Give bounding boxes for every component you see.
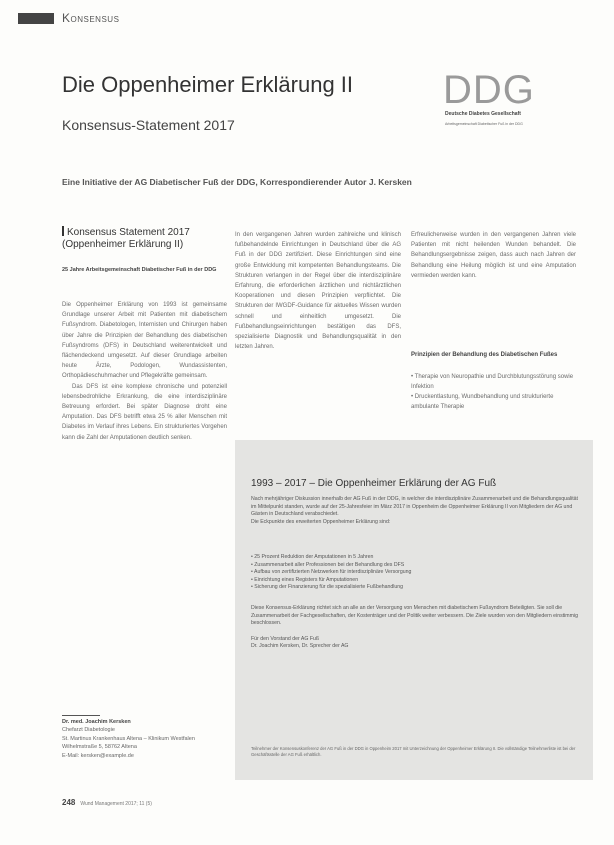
info-box-list-heading: Die Eckpunkte des erweiterten Oppenheimer Erklärung sind: — [251, 518, 391, 525]
col1-paragraph: Die Oppenheimer Erklärung von 1993 ist gemeinsame Grundlage unserer Arbeit mit Patienten mit diabetischem Fußsyndrom. Diabetologen, Internisten und Chirurgen haben über Jahre die Prinzipien der Behandlung des diabetischen Fußsyndroms (DFS) in Deutschland weiterentwickelt und flächendeckend umgesetzt. Auf dieser Grundlage arbeiten heute Ärzte, Podologen, Wundassistenten, Orthopädieschuhmacher und Pflegekräfte gemeinsam. — [62, 302, 227, 380]
page-subtitle: Konsensus-Statement 2017 — [62, 117, 235, 133]
section-label: Konsensus — [62, 11, 120, 25]
journal-ref: Wund Management 2017; 11 (5) — [80, 801, 152, 807]
list-item: • Druckentlastung, Wundbehandlung und strukturierte ambulante Therapie — [411, 392, 576, 412]
section-marker — [18, 13, 54, 24]
author-street: Wilhelmstraße 5, 58762 Altena — [62, 744, 137, 751]
info-box-title: 1993 – 2017 – Die Oppenheimer Erklärung der AG Fuß — [251, 478, 497, 489]
principles-list — [411, 372, 576, 412]
ddg-logo: DDG — [443, 68, 535, 112]
author-divider — [62, 715, 100, 716]
col2-paragraph: In den vergangenen Jahren wurden zahlreiche und klinisch fußbehandelnde Einrichtungen in Deutschland über die AG Fuß in der DDG zertifiziert. Diese Einrichtungen sind eine große Entwicklung mit kompetenten Behandlungsteams. Die Strukturen verlangen in der Regel über die interdisziplinäre Erfahrung, die erforderlichen ärztlichen und nichtärztlichen Kooperationen und diesen Prinzipien verpflichtet. Die Strukturen der IWGDF-Guidance für aktuelles Wissen wurden schnell und einheitlich umgesetzt. Die Fußbehandlungseinrichtungen bestätigen das DFS, spezialisierte Diagnostik und Behandlungsqualität in den letzten Jahren. — [235, 232, 401, 351]
author-email: E-Mail: kersken@example.de — [62, 752, 134, 759]
statement-heading-text: Konsensus Statement 2017 (Oppenheimer Erklärung II) — [62, 227, 190, 250]
info-box-signed: Für den Vorstand der AG Fuß — [251, 635, 320, 642]
heading-bar — [62, 226, 64, 236]
col3-paragraph: Erfreulicherweise wurden in den vergangenen Jahren viele Patienten mit nicht heilenden Wunden behandelt. Die Behandlungsergebnisse zeigen, dass auch nach Jahren der Behandlung eine Heilung möglich ist und eine Amputation vermieden werden kann. — [411, 232, 576, 279]
info-box-list — [251, 554, 579, 592]
column-3 — [411, 230, 576, 281]
list-item: • Sicherung der Finanzierung für die spezialisierte Fußbehandlung — [251, 584, 579, 592]
list-item: • Einrichtung eines Registers für Amputationen — [251, 577, 579, 585]
author-role: Chefarzt Diabetologie — [62, 727, 115, 734]
page-title: Die Oppenheimer Erklärung II — [62, 72, 354, 97]
col1-paragraph: Das DFS ist eine komplexe chronische und potenziell lebensbedrohliche Erkrankung, die eine interdisziplinäre Betreuung erfordert. Bei später Diagnose droht eine Amputation. Das DFS betrifft etwa 25 % aller Menschen mit Diabetes im Verlauf ihres Lebens. Ein strukturiertes Vorgehen kann die Zahl der Amputationen deutlich senken. — [62, 383, 227, 441]
statement-heading — [62, 226, 232, 251]
page-number: 248 — [62, 798, 76, 807]
column-2 — [235, 230, 401, 352]
info-box-intro-text: Nach mehrjähriger Diskussion innerhalb der AG Fuß in der DDG, in welcher die interdisziplinäre Zusammenarbeit und die Behandlungsqualität im Mittelpunkt standen, wurde auf der 25-Jahresfeier im März 2017 in Oppenheim die Oppenheimer Erklärung II von Mitgliedern der AG und Gästen in Deutschland verabschiedet. — [251, 496, 578, 518]
list-item: • Therapie von Neuropathie und Durchblutungsstörung sowie Infektion — [411, 372, 576, 392]
author-name: Dr. med. Joachim Kersken — [62, 719, 131, 725]
info-box-footnote: Teilnehmer der Konsensuskonferenz der AG Fuß in der DDG in Oppenheim 2017 mit Unterzeichnung der Oppenheimer Erklärung II. Die vollständige Teilnehmerliste ist bei der Geschäftsstelle der AG Fuß erhältlich. — [251, 746, 576, 757]
author-block — [62, 718, 232, 760]
list-item: • Zusammenarbeit aller Professionen bei der Behandlung des DFS — [251, 562, 579, 570]
initiative-line: Eine Initiative der AG Diabetischer Fuß der DDG, Korrespondierender Autor J. Kersken — [62, 177, 412, 187]
info-box-signers: Dr. Joachim Kersken, Dr. Sprecher der AG — [251, 643, 349, 650]
page-footer — [62, 798, 152, 807]
ag-heading: 25 Jahre Arbeitsgemeinschaft Diabetischer Fuß in der DDG — [62, 267, 217, 273]
list-item: • Aufbau von zertifizierten Netzwerken für interdisziplinäre Versorgung — [251, 569, 579, 577]
logo-caption: Arbeitsgemeinschaft Diabetischer Fuß in der DDG — [445, 122, 523, 126]
list-item: • 25 Prozent Reduktion der Amputationen in 5 Jahren — [251, 554, 579, 562]
author-clinic: St. Martinus Krankenhaus Altena – Klinikum Westfalen — [62, 735, 195, 742]
info-box-intro — [251, 496, 579, 526]
info-box-body-text: Diese Konsensus-Erklärung richtet sich an alle an der Versorgung von Menschen mit diabetischem Fußsyndrom Beteiligten. Sie soll die Zusammenarbeit der Fachgesellschaften, der Kostenträger und der Politik weiter verbessern. Die Ziele wurden von den Mitgliedern einstimmig beschlossen. — [251, 605, 578, 627]
info-box-body — [251, 605, 579, 651]
column-1 — [62, 300, 227, 443]
logo-subtitle: Deutsche Diabetes Gesellschaft — [445, 111, 521, 117]
principles-heading: Prinzipien der Behandlung des Diabetischen Fußes — [411, 352, 558, 358]
